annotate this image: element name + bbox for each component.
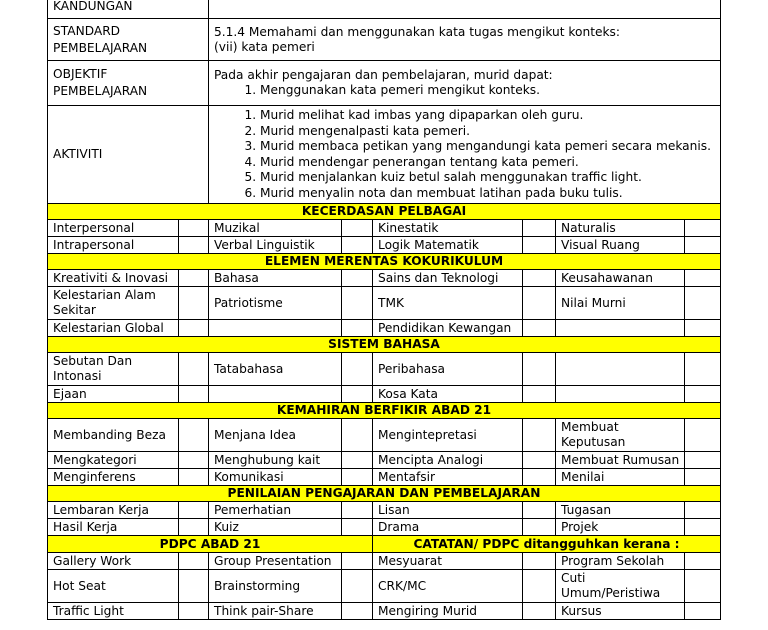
option-label: Kelestarian Global	[48, 320, 179, 337]
option-label: Mencipta Analogi	[373, 452, 523, 469]
standard-label-1: STANDARD	[53, 23, 121, 38]
option-label: Membuat Rumusan	[556, 452, 685, 469]
option-label	[209, 320, 342, 337]
table-row	[48, 237, 721, 254]
option-label: Komunikasi	[209, 469, 342, 486]
checkbox-cell[interactable]	[685, 320, 721, 337]
checkbox-cell[interactable]	[179, 570, 209, 603]
checkbox-cell[interactable]	[179, 502, 209, 519]
checkbox-cell[interactable]	[523, 519, 556, 536]
checkbox-cell[interactable]	[179, 386, 209, 403]
table-row	[48, 469, 721, 486]
checkbox-cell[interactable]	[523, 320, 556, 337]
checkbox-cell[interactable]	[179, 419, 209, 452]
option-label: Kelestarian Alam Sekitar	[48, 287, 179, 320]
checkbox-cell[interactable]	[179, 469, 209, 486]
table-row	[48, 603, 721, 620]
checkbox-cell[interactable]	[179, 452, 209, 469]
checkbox-cell[interactable]	[685, 603, 721, 620]
option-label: Lisan	[373, 502, 523, 519]
option-label: Interpersonal	[48, 220, 179, 237]
kandungan-label: KANDUNGAN	[48, 0, 209, 19]
checkbox-cell[interactable]	[523, 237, 556, 254]
checkbox-cell[interactable]	[179, 553, 209, 570]
checkbox-cell[interactable]	[179, 320, 209, 337]
option-label	[209, 386, 342, 403]
list-item: 6. Murid menyalin nota dan membuat latihan pada buku tulis.	[260, 186, 715, 202]
elemen-header: ELEMEN MERENTAS KOKURIKULUM	[48, 254, 721, 270]
checkbox-cell[interactable]	[685, 469, 721, 486]
option-label: Program Sekolah	[556, 553, 685, 570]
checkbox-cell[interactable]	[179, 519, 209, 536]
table-row	[48, 570, 721, 603]
table-row	[48, 519, 721, 536]
option-label: Visual Ruang	[556, 237, 685, 254]
table-row	[48, 386, 721, 403]
option-label: Kinestatik	[373, 220, 523, 237]
checkbox-cell[interactable]	[523, 502, 556, 519]
checkbox-cell[interactable]	[685, 519, 721, 536]
checkbox-cell[interactable]	[685, 353, 721, 386]
aktiviti-label: AKTIVITI	[48, 106, 209, 204]
option-label: Intrapersonal	[48, 237, 179, 254]
option-label: Menjana Idea	[209, 419, 342, 452]
pdpc-header: PDPC ABAD 21	[48, 536, 373, 553]
checkbox-cell[interactable]	[179, 220, 209, 237]
checkbox-cell[interactable]	[523, 270, 556, 287]
checkbox-cell[interactable]	[685, 553, 721, 570]
checkbox-cell[interactable]	[685, 220, 721, 237]
checkbox-cell[interactable]	[342, 220, 373, 237]
option-label: Menghubung kait	[209, 452, 342, 469]
option-label: Menginferens	[48, 469, 179, 486]
standard-label-2: PEMBELAJARAN	[53, 40, 148, 55]
list-item: 1. Menggunakan kata pemeri mengikut konteks.	[260, 83, 715, 99]
checkbox-cell[interactable]	[342, 452, 373, 469]
option-label: Patriotisme	[209, 287, 342, 320]
option-label: Mesyuarat	[373, 553, 523, 570]
standard-value-1: 5.1.4 Memahami dan menggunakan kata tugas mengikut konteks:	[214, 24, 620, 39]
checkbox-cell[interactable]	[179, 353, 209, 386]
option-label	[556, 320, 685, 337]
option-label: Cuti Umum/Peristiwa	[556, 570, 685, 603]
list-item: 1. Murid melihat kad imbas yang dipaparkan oleh guru.	[260, 108, 715, 124]
objektif-row	[48, 61, 721, 106]
standard-value-2: (vii) kata pemeri	[214, 39, 315, 54]
catatan-header: CATATAN/ PDPC ditangguhkan kerana :	[373, 536, 721, 553]
option-label: Pendidikan Kewangan	[373, 320, 523, 337]
standard-row	[48, 19, 721, 61]
checkbox-cell[interactable]	[685, 452, 721, 469]
checkbox-cell[interactable]	[685, 270, 721, 287]
checkbox-cell[interactable]	[342, 502, 373, 519]
option-label: Logik Matematik	[373, 237, 523, 254]
kecerdasan-header: KECERDASAN PELBAGAI	[48, 204, 721, 220]
option-label: Kosa Kata	[373, 386, 523, 403]
option-label	[556, 353, 685, 386]
checkbox-cell[interactable]	[179, 603, 209, 620]
checkbox-cell[interactable]	[342, 353, 373, 386]
option-label: Menilai	[556, 469, 685, 486]
checkbox-cell[interactable]	[523, 287, 556, 320]
checkbox-cell[interactable]	[179, 237, 209, 254]
objektif-label-1: OBJEKTIF	[53, 67, 108, 81]
option-label: Gallery Work	[48, 553, 179, 570]
checkbox-cell[interactable]	[523, 419, 556, 452]
option-label: Ejaan	[48, 386, 179, 403]
objektif-intro: Pada akhir pengajaran dan pembelajaran, murid dapat:	[214, 67, 553, 82]
option-label: Drama	[373, 519, 523, 536]
checkbox-cell[interactable]	[342, 270, 373, 287]
option-label: Lembaran Kerja	[48, 502, 179, 519]
checkbox-cell[interactable]	[685, 237, 721, 254]
option-label: Muzikal	[209, 220, 342, 237]
option-label: Tatabahasa	[209, 353, 342, 386]
option-label: Projek	[556, 519, 685, 536]
option-label: Kreativiti & Inovasi	[48, 270, 179, 287]
checkbox-cell[interactable]	[342, 469, 373, 486]
table-row	[48, 502, 721, 519]
checkbox-cell[interactable]	[342, 553, 373, 570]
checkbox-cell[interactable]	[342, 320, 373, 337]
checkbox-cell[interactable]	[179, 287, 209, 320]
table-row	[48, 270, 721, 287]
checkbox-cell[interactable]	[523, 386, 556, 403]
aktiviti-list	[214, 108, 715, 201]
checkbox-cell[interactable]	[342, 386, 373, 403]
lesson-plan-table	[47, 0, 721, 620]
pdpc-header-row	[48, 536, 721, 553]
option-label: TMK	[373, 287, 523, 320]
checkbox-cell[interactable]	[342, 237, 373, 254]
checkbox-cell[interactable]	[523, 353, 556, 386]
option-label: Pemerhatian	[209, 502, 342, 519]
list-item: 2. Murid mengenalpasti kata pemeri.	[260, 124, 715, 140]
checkbox-cell[interactable]	[523, 603, 556, 620]
checkbox-cell[interactable]	[523, 469, 556, 486]
option-label: Bahasa	[209, 270, 342, 287]
option-label: Mengiring Murid	[373, 603, 523, 620]
checkbox-cell[interactable]	[685, 502, 721, 519]
option-label: Mengkategori	[48, 452, 179, 469]
option-label: Mentafsir	[373, 469, 523, 486]
option-label	[556, 386, 685, 403]
option-label: Keusahawanan	[556, 270, 685, 287]
option-label: Naturalis	[556, 220, 685, 237]
option-label: Kursus	[556, 603, 685, 620]
option-label: CRK/MC	[373, 570, 523, 603]
checkbox-cell[interactable]	[523, 452, 556, 469]
checkbox-cell[interactable]	[179, 270, 209, 287]
option-label: Kuiz	[209, 519, 342, 536]
option-label: Membuat Keputusan	[556, 419, 685, 452]
table-row	[48, 220, 721, 237]
objektif-list	[214, 83, 715, 99]
option-label: Mengintepretasi	[373, 419, 523, 452]
option-label: Tugasan	[556, 502, 685, 519]
option-label: Group Presentation	[209, 553, 342, 570]
option-label: Hasil Kerja	[48, 519, 179, 536]
table-row	[48, 419, 721, 452]
aktiviti-row	[48, 106, 721, 204]
checkbox-cell[interactable]	[342, 519, 373, 536]
checkbox-cell[interactable]	[342, 570, 373, 603]
option-label: Hot Seat	[48, 570, 179, 603]
list-item: 4. Murid mendengar penerangan tentang kata pemeri.	[260, 155, 715, 171]
kandungan-row	[48, 0, 721, 19]
checkbox-cell[interactable]	[342, 287, 373, 320]
option-label: Traffic Light	[48, 603, 179, 620]
checkbox-cell[interactable]	[523, 553, 556, 570]
option-label: Verbal Linguistik	[209, 237, 342, 254]
kemahiran-header: KEMAHIRAN BERFIKIR ABAD 21	[48, 403, 721, 419]
option-label: Brainstorming	[209, 570, 342, 603]
checkbox-cell[interactable]	[523, 220, 556, 237]
option-label: Think pair-Share	[209, 603, 342, 620]
option-label: Nilai Murni	[556, 287, 685, 320]
sistem-header: SISTEM BAHASA	[48, 337, 721, 353]
option-label: Peribahasa	[373, 353, 523, 386]
checkbox-cell[interactable]	[685, 570, 721, 603]
table-row	[48, 353, 721, 386]
list-item: 5. Murid menjalankan kuiz betul salah menggunakan traffic light.	[260, 170, 715, 186]
option-label: Membanding Beza	[48, 419, 179, 452]
checkbox-cell[interactable]	[685, 287, 721, 320]
checkbox-cell[interactable]	[342, 419, 373, 452]
option-label: Sains dan Teknologi	[373, 270, 523, 287]
checkbox-cell[interactable]	[342, 603, 373, 620]
checkbox-cell[interactable]	[523, 570, 556, 603]
checkbox-cell[interactable]	[685, 386, 721, 403]
table-row	[48, 452, 721, 469]
option-label: Sebutan Dan Intonasi	[48, 353, 179, 386]
table-row	[48, 553, 721, 570]
table-row	[48, 287, 721, 320]
list-item: 3. Murid membaca petikan yang mengandungi kata pemeri secara mekanis.	[260, 139, 715, 155]
checkbox-cell[interactable]	[685, 419, 721, 452]
objektif-label-2: PEMBELAJARAN	[53, 84, 148, 98]
penilaian-header: PENILAIAN PENGAJARAN DAN PEMBELAJARAN	[48, 486, 721, 502]
table-row	[48, 320, 721, 337]
